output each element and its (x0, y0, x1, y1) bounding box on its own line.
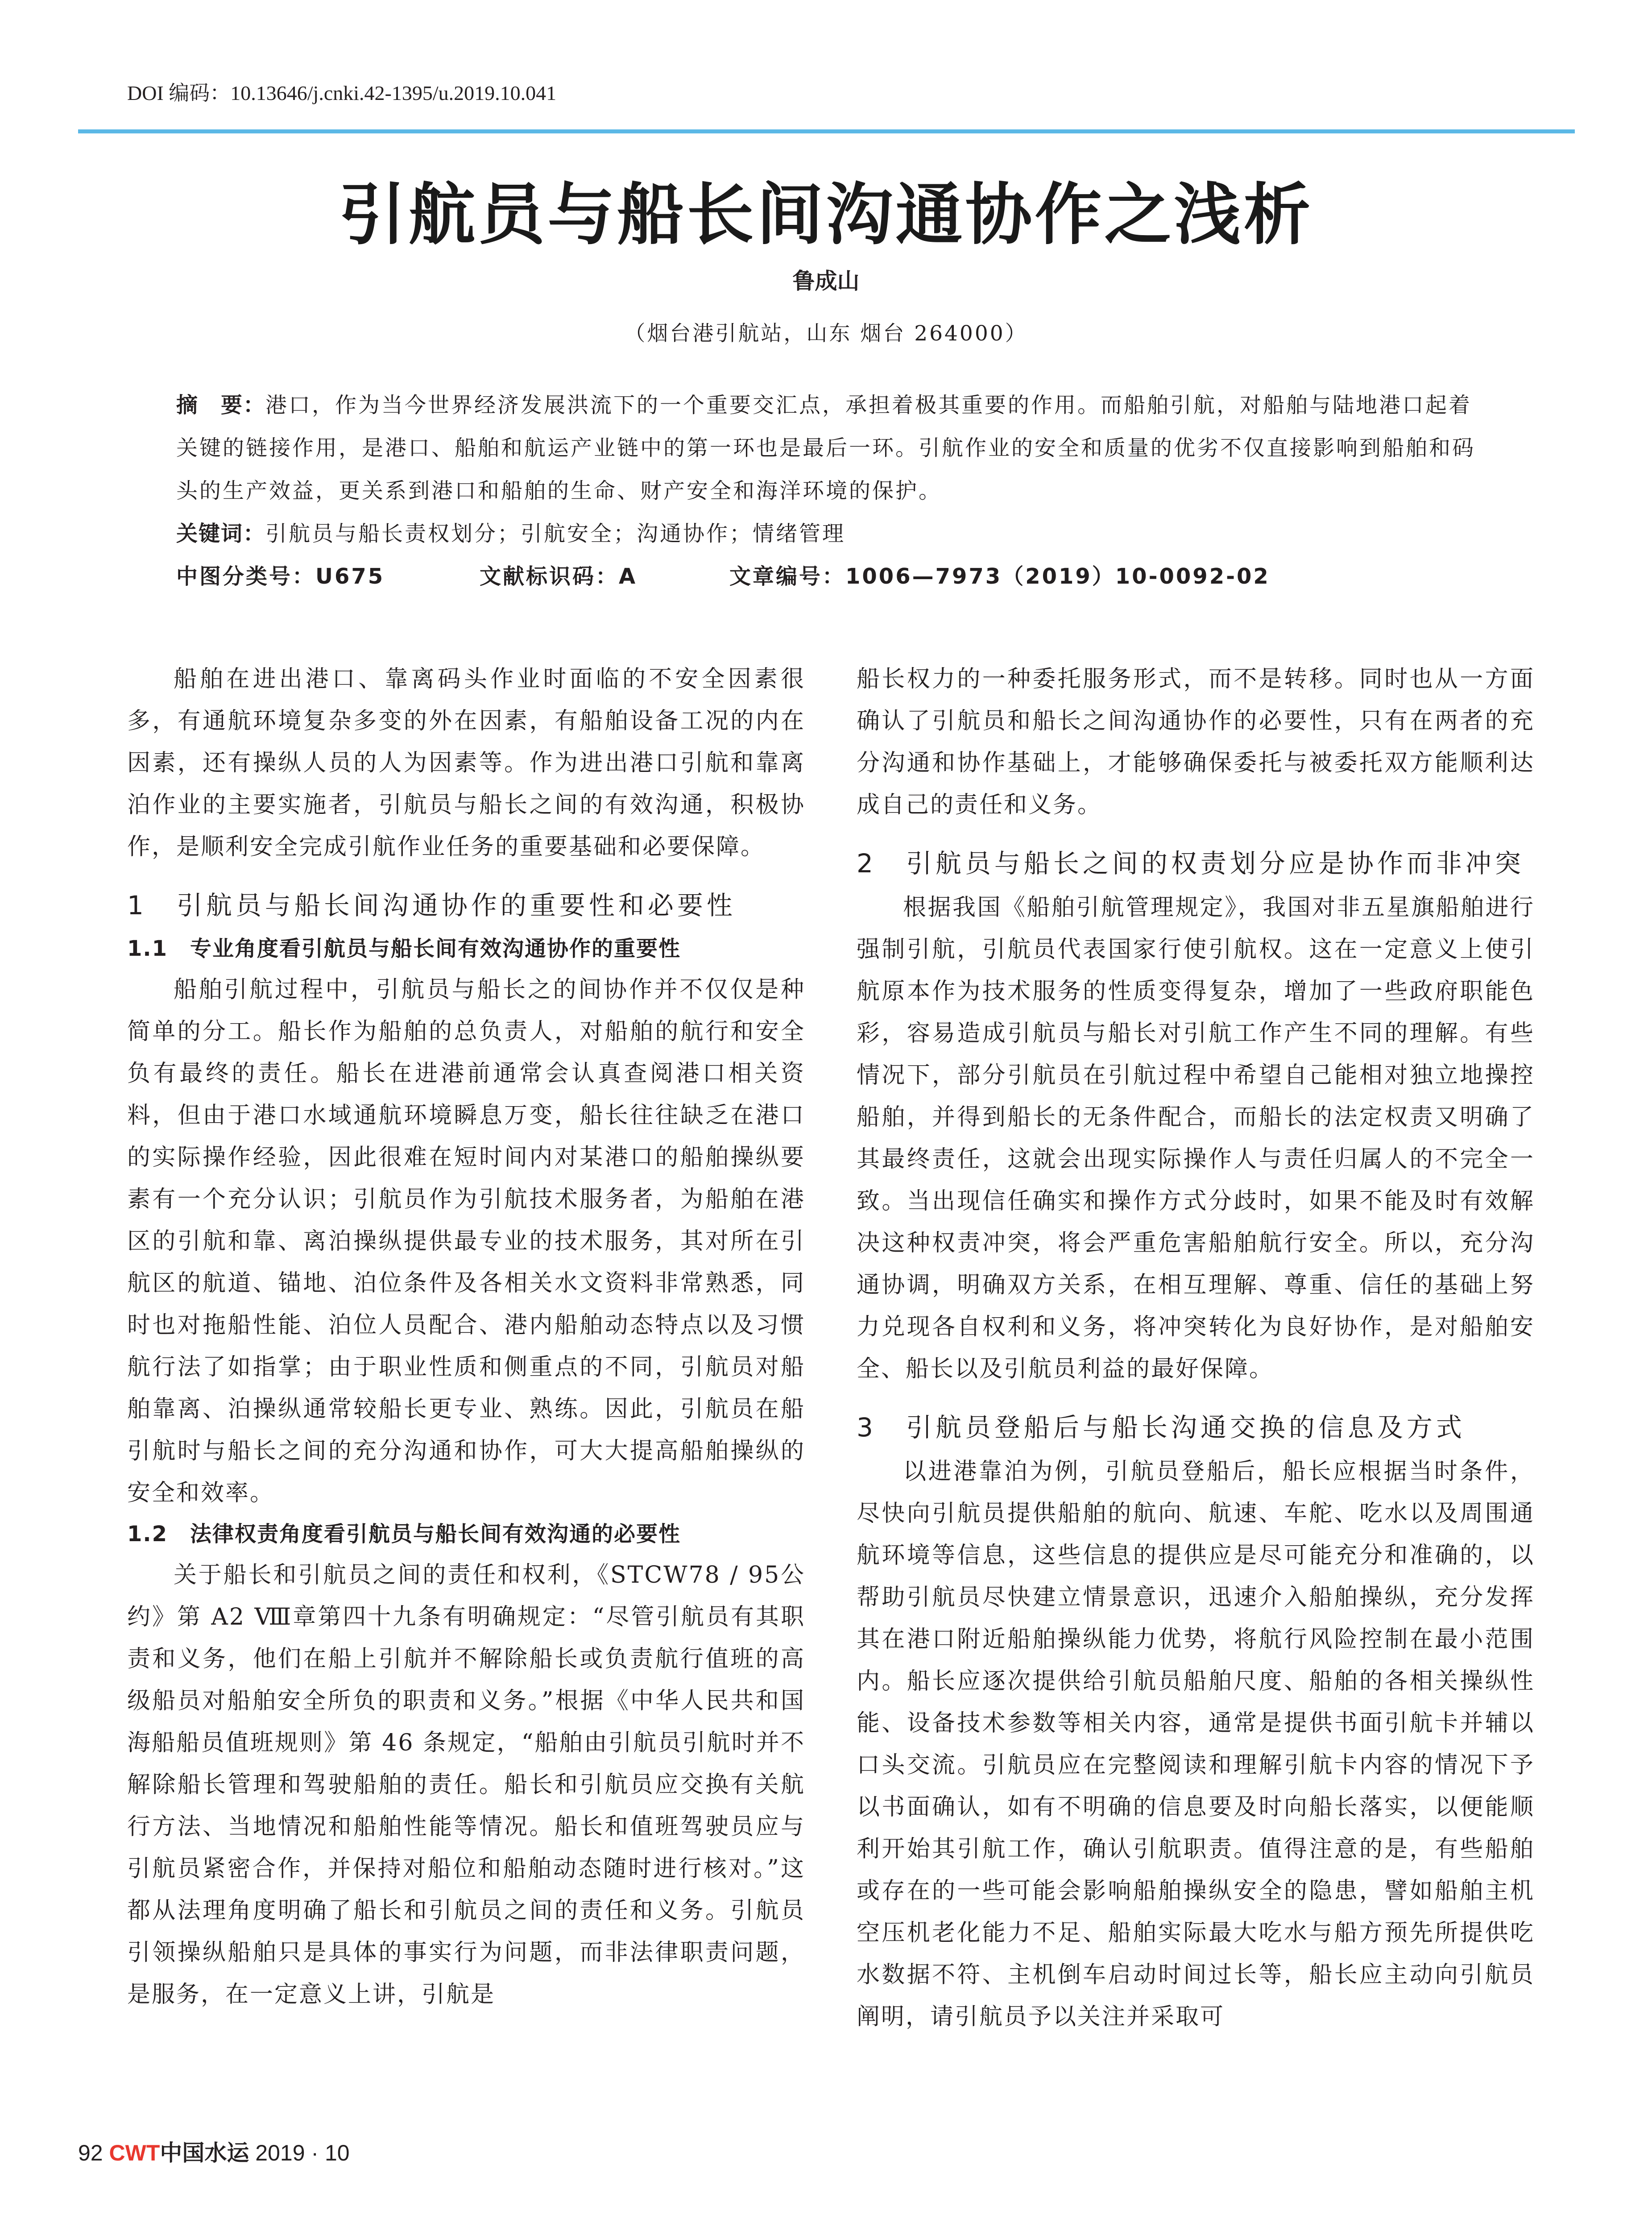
abstract (176, 384, 1483, 512)
section-1-1-heading: 1.1 专业角度看引航员与船长间有效沟通协作的重要性 (127, 936, 681, 961)
doi-line: DOI 编码：10.13646/j.cnki.42-1395/u.2019.10.041 (127, 82, 557, 104)
abstract-text: 港口，作为当今世界经济发展洪流下的一个重要交汇点，承担着极其重要的作用。而船舶引航，对船舶与陆地港口起着关键的链接作用，是港口、船舶和航运产业链中的第一环也是最后一环。引航作业的安全和质量的优劣不仅直接影响到船舶和码头的生产效益，更关系到港口和船舶的生命、财产安全和海洋环境的保护。 (176, 393, 1476, 503)
article-number: 文章编号：1006—7973（2019）10-0092-02 (729, 564, 1270, 589)
section-1-1-paragraph: 船舶引航过程中，引航员与船长之的间协作并不仅仅是种简单的分工。船长作为船舶的总负责人，对船舶的航行和安全负有最终的责任。船长在进港前通常会认真查阅港口相关资料，但由于港口水域通航环境瞬息万变，船长往往缺乏在港口的实际操作经验，因此很难在短时间内对某港口的船舶操纵要素有一个充分认识；引航员作为引航技术服务者，为船舶在港区的引航和靠、离泊操纵提供最专业的技术服务，其对所在引航区的航道、锚地、泊位条件及各相关水文资料非常熟悉，同时也对拖船性能、泊位人员配合、港内船舶动态特点以及习惯航行法了如指掌；由于职业性质和侧重点的不同，引航员对船舶靠离、泊操纵通常较船长更专业、熟练。因此，引航员在船引航时与船长之间的充分沟通和协作，可大大提高船舶操纵的安全和效率。 (127, 976, 805, 1506)
journal-logo-abbr: CWT (109, 2140, 160, 2165)
keywords-label: 关键词： (176, 521, 266, 546)
section-3-heading: 3 引航员登船后与船长沟通交换的信息及方式 (857, 1412, 1466, 1443)
author-affiliation: （烟台港引航站，山东 烟台 264000） (624, 321, 1028, 346)
section-2-paragraph: 根据我国《船舶引航管理规定》，我国对非五星旗船舶进行强制引航，引航员代表国家行使引航权。这在一定意义上使引航原本作为技术服务的性质变得复杂，增加了一些政府职能色彩，容易造成引航员与船长对引航工作产生不同的理解。有些情况下，部分引航员在引航过程中希望自己能相对独立地操控船舶，并得到船长的无条件配合，而船长的法定权责又明确了其最终责任，这就会出现实际操作人与责任归属人的不完全一致。当出现信任确实和操作方式分歧时，如果不能及时有效解决这种权责冲突，将会严重危害船舶航行安全。所以，充分沟通协调，明确双方关系，在相互理解、尊重、信任的基础上努力兑现各自权利和义务，将冲突转化为良好协作，是对船舶安全、船长以及引航员利益的最好保障。 (857, 894, 1535, 1382)
section-1-heading: 1 引航员与船长间沟通协作的重要性和必要性 (127, 890, 736, 921)
clc-number: 中图分类号：U675 (176, 564, 385, 589)
section-1-2-heading: 1.2 法律权责角度看引航员与船长间有效沟通的必要性 (127, 1522, 681, 1547)
section-3-paragraph: 以进港靠泊为例，引航员登船后，船长应根据当时条件，尽快向引航员提供船舶的航向、航速、车舵、吃水以及周围通航环境等信息，这些信息的提供应是尽可能充分和准确的，以帮助引航员尽快建立情景意识，迅速介入船舶操纵，充分发挥其在港口附近船舶操纵能力优势，将航行风险控制在最小范围内。船长应逐次提供给引航员船舶尺度、船舶的各相关操纵性能、设备技术参数等相关内容，通常是提供书面引航卡并辅以口头交流。引航员应在完整阅读和理解引航卡内容的情况下予以书面确认，如有不明确的信息要及时向船长落实，以便能顺利开始其引航工作，确认引航职责。值得注意的是，有些船舶或存在的一些可能会影响船舶操纵安全的隐患，譬如船舶主机空压机老化能力不足、船舶实际最大吃水与船方预先所提供吃水数据不符、主机倒车启动时间过长等，船长应主动向引航员阐明，请引航员予以关注并采取可 (857, 1458, 1535, 2030)
abstract-label: 摘 要： (176, 393, 266, 418)
header-rule (78, 129, 1575, 133)
section-1-2-paragraph: 关于船长和引航员之间的责任和权利，《STCW78 / 95公约》第 A2 Ⅷ章第四十九条有明确规定：“尽管引航员有其职责和义务，他们在船上引航并不解除船长或负责航行值班的高级船员对船舶安全所负的职责和义务。”根据《中华人民共和国海船船员值班规则》第 46 条规定，“船舶由引航员引航时并不解除船长管理和驾驶船舶的责任。船长和引航员应交换有关航行方法、当地情况和船舶性能等情况。船长和值班驾驶员应与引航员紧密合作，并保持对船位和船舶动态随时进行核对。”这都从法理角度明确了船长和引航员之间的责任和义务。引航员引领操纵船舶只是具体的事实行为问题，而非法律职责问题，是服务，在一定意义上讲，引航是 (127, 1562, 805, 2008)
continued-paragraph: 船长权力的一种委托服务形式，而不是转移。同时也从一方面确认了引航员和船长之间沟通协作的必要性，只有在两者的充分沟通和协作基础上，才能够确保委托与被委托双方能顺利达成自己的责任和义务。 (857, 666, 1535, 818)
classification-row (176, 555, 1483, 598)
keywords-text: 引航员与船长责权划分；引航安全；沟通协作；情绪管理 (265, 521, 846, 546)
intro-paragraph: 船舶在进出港口、靠离码头作业时面临的不安全因素很多，有通航环境复杂多变的外在因素，有船舶设备工况的内在因素，还有操纵人员的人为因素等。作为进出港口引航和靠离泊作业的主要实施者，引航员与船长之间的有效沟通，积极协作，是顺利安全完成引航作业任务的重要基础和必要保障。 (127, 666, 805, 860)
article-title: 引航员与船长间沟通协作之浅析 (339, 175, 1313, 254)
author-name: 鲁成山 (792, 268, 860, 294)
left-column (127, 658, 805, 2015)
document-code: 文献标识码：A (480, 564, 638, 589)
abstract-block (176, 384, 1483, 598)
page-number: 92 (78, 2140, 103, 2165)
section-2-heading: 2 引航员与船长之间的权责划分应是协作而非冲突 (857, 848, 1524, 879)
issue-label: 2019 · 10 (255, 2140, 350, 2165)
right-column (857, 658, 1535, 2038)
journal-name: 中国水运 (160, 2140, 249, 2166)
keywords (176, 512, 1483, 555)
page-footer (78, 2135, 350, 2167)
